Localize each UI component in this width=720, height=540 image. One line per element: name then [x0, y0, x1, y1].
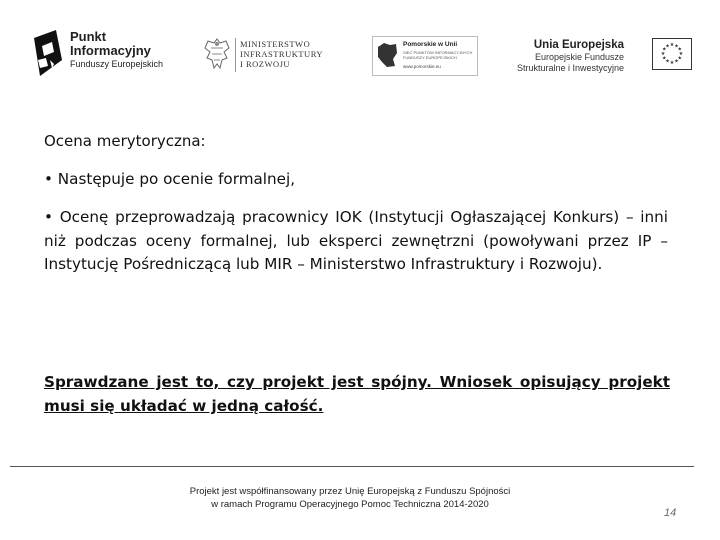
logo-bar [0, 0, 720, 95]
eu-line2: Europejskie Fundusze [534, 52, 624, 62]
footer-line2: w ramach Programu Operacyjnego Pomoc Techniczna 2014-2020 [211, 499, 489, 510]
bullet-item-1: • Następuje po ocenie formalnej, [44, 170, 296, 188]
svg-text:★: ★ [661, 55, 667, 62]
pomorskie-title: Pomorskie w Unii [403, 41, 458, 48]
ministry-line2: INFRASTRUKTURY [240, 49, 324, 59]
svg-text:★: ★ [669, 60, 675, 66]
svg-text:★: ★ [665, 58, 670, 65]
section-heading: Ocena merytoryczna: [44, 132, 206, 150]
punkt-line3: Funduszy Europejskich [70, 59, 164, 69]
svg-text:★: ★ [669, 42, 675, 48]
punkt-line2: Informacyjny [70, 43, 151, 58]
page-number: 14 [664, 507, 677, 519]
emphasis-text: Sprawdzane jest to, czy projekt jest spójny. Wniosek opisujący projekt musi się układać w jedną całość. [44, 373, 670, 415]
svg-text:★: ★ [674, 43, 679, 50]
footer-text [150, 485, 550, 511]
fe-logo-icon [34, 30, 64, 76]
svg-text:★: ★ [665, 43, 670, 50]
pomorskie-url: www.pomorskie.eu [403, 64, 441, 69]
svg-text:★: ★ [678, 51, 684, 57]
svg-text:★: ★ [660, 51, 666, 57]
punkt-line1: Punkt [70, 29, 107, 44]
ministry-logo [202, 36, 334, 76]
svg-text:★: ★ [674, 58, 679, 65]
eagle-emblem-icon [202, 36, 232, 72]
bullet-item-2: • Ocenę przeprowadzają pracownicy IOK (Instytucji Ogłaszającej Konkurs) – inni niż podczas oceny formalnej, lub eksperci zewnętrzni (powoływani przez IP – Instytucję Pośredniczącą lub MIR – Ministerstwo Infrastruktury i Rozwoju). [44, 208, 668, 273]
ministry-line1: MINISTERSTWO [240, 39, 311, 49]
eu-logo [516, 36, 692, 78]
footer-line1: Projekt jest współfinansowany przez Unię Europejską z Funduszu Spójności [189, 486, 511, 497]
eu-line1: Unia Europejska [533, 39, 624, 51]
pomorskie-subtitle: SIEĆ PUNKTÓW INFORMACYJNYCH FUNDUSZY EUROPEJSKICH [403, 50, 473, 60]
svg-text:★: ★ [677, 55, 683, 62]
punkt-informacyjny-logo [34, 28, 164, 80]
eu-flag-icon [652, 38, 692, 70]
footer-divider [10, 466, 694, 467]
eu-line3: Strukturalne i Inwestycyjne [516, 63, 624, 73]
ministry-line3: I ROZWOJU [240, 59, 291, 69]
ministry-divider [235, 38, 236, 72]
pomorskie-logo [372, 36, 478, 76]
pomorskie-map-icon [376, 41, 398, 69]
svg-text:★: ★ [677, 46, 683, 53]
svg-text:★: ★ [661, 46, 667, 53]
